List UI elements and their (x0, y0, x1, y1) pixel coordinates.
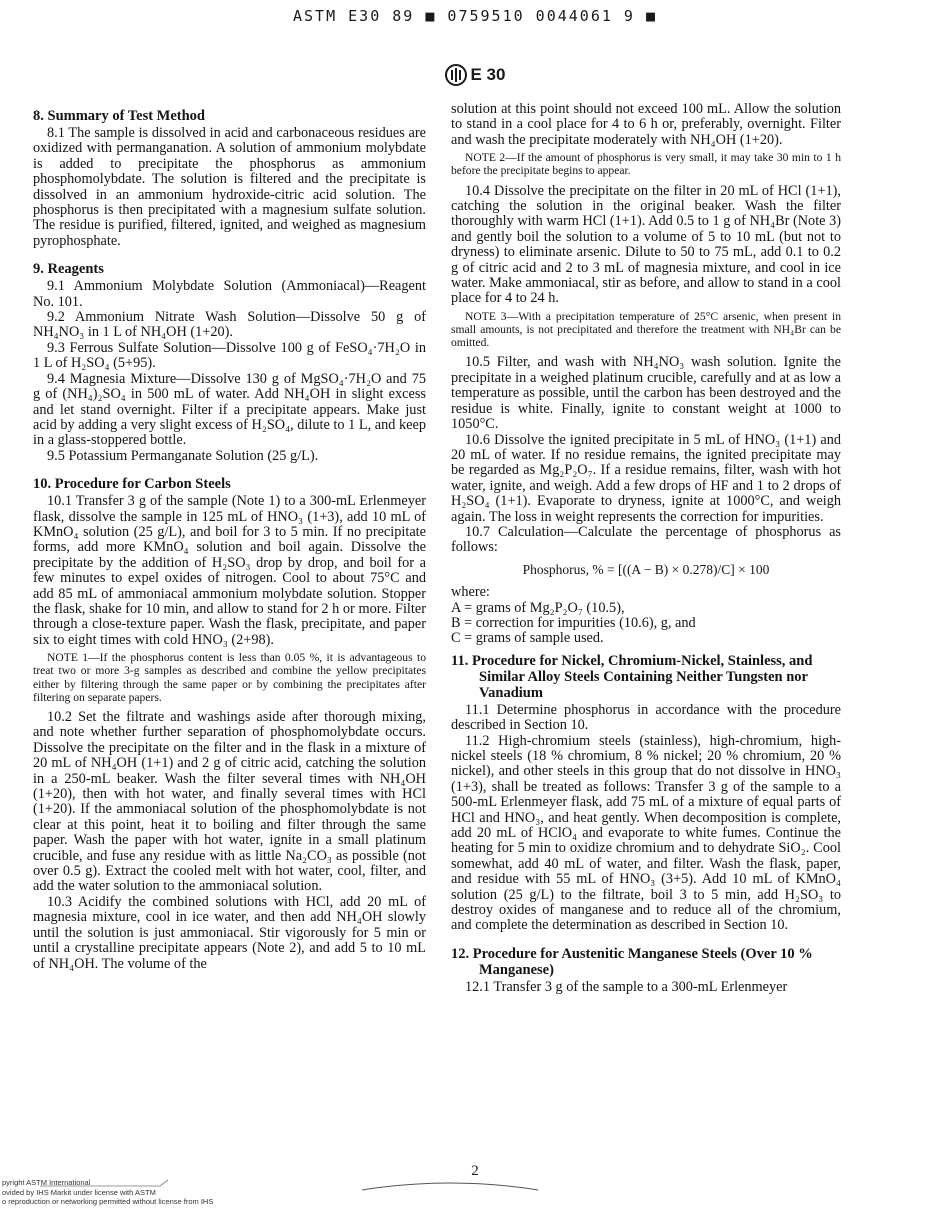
section-11-title: 11. Procedure for Nickel, Chromium-Nickel, Stainless, and Similar Alloy Steels Containing Neither Tungsten nor Vanadium (451, 652, 813, 701)
section-12-title: 12. Procedure for Austenitic Manganese Steels (Over 10 % Manganese) (451, 945, 813, 978)
paragraph-10-3: 10.3 Acidify the combined solutions with HCl, add 20 mL of magnesia mixture, cool in ice water, and then add NH₄OH slowly until the solution is just ammoniacal. Stir vigorously for 5 min or until a crystalline precipitate appears (Note 2), and add 5 to 10 mL of NH₄OH. The volume of the (33, 893, 426, 972)
document-id-header: ASTM E30 89 ■ 0759510 0044061 9 ■ (292, 7, 657, 25)
section-10-title: 10. Procedure for Carbon Steels (33, 476, 231, 493)
right-column (451, 102, 841, 995)
paragraph-8-1: 8.1 The sample is dissolved in acid and carbonaceous residues are oxidized with permanganation. A solution of ammonium molybdate is added to precipitate the phosphorus as ammonium phosphomolybdate. The solution is filtered and the precipitate is dissolved in an ammonium hydroxide-citric acid solution. The phosphorus is then precipitated with a magnesium sulfate solution. The residue is purified, filtered, ignited, and weighed as magnesium pyrophosphate. (33, 125, 426, 249)
paragraph-10-2: 10.2 Set the filtrate and washings aside after thorough mixing, and note whether further separation of phosphomolybdate occurs. Dissolve the precipitate on the filter and in the flask in a mixture of 20 mL of NH₄OH (1+1) and 2 g of citric acid, catching the solution in a 250-mL beaker. Wash the filter several times with NH₄OH (1+20), then with hot water, and finally several times with HCl (1+20). If the ammoniacal solution of the phosphomolybdate is not clear at this point, heat it to boiling and filter through the same paper. Wash the paper with hot water, ignite in a small platinum crucible, and fuse any residue with as little Na₂CO₃ as possible (not over 0.5 g). Extract the cooled melt with hot water, cool, filter, and add the water solution to the ammoniacal solution. (33, 709, 426, 895)
astm-logo-icon (445, 64, 467, 86)
footer-line-1: pyright ASTM International (2, 1178, 91, 1187)
paragraph-9-4: 9.4 Magnesia Mixture—Dissolve 130 g of MgSO₄·7H₂O and 75 g of (NH₄)₂SO₄ in 500 mL of water. Add NH₄OH in slight excess and let stand overnight. Filter if a precipitate appears. Make just acid by adding a very slight excess of H₂SO₄, dilute to 1 L, and keep in a glass-stoppered bottle. (33, 370, 426, 449)
where-label: where: (451, 584, 490, 601)
paragraph-9-5: 9.5 Potassium Permanganate Solution (25 g/L). (47, 447, 319, 464)
note-3: NOTE 3—With a precipitation temperature of 25°C arsenic, when present in small amounts, is not precipitated and therefore the treatment with NH₄Br can be omitted. (451, 309, 841, 350)
note-1: NOTE 1—If the phosphorus content is less than 0.05 %, it is advantageous to treat two or more 3-g samples as described and combine the yellow precipitates either by filtering through the same paper or by combining the precipitates after filtering on separate papers. (33, 651, 426, 704)
paragraph-10-1: 10.1 Transfer 3 g of the sample (Note 1) to a 300-mL Erlenmeyer flask, dissolve the sample in 125 mL of HNO₃ (1+3), add 10 mL of KMnO₄ solution (25 g/L), and boil for 3 to 5 min. If no precipitate forms, add more KMnO₄ solution and boil again. Dissolve the precipitate by the addition of H₂SO₃ drop by drop, and boil for a few minutes to expel oxides of nitrogen. Cool to about 75°C and add 85 mL of ammoniacal ammonium molybdate solution. Stopper the flask, shake for 10 min, and allow to stand for 2 h or more. Filter through a close-texture paper. Wash the flask, precipitate, and paper six to eight times with cold HNO₃ (2+98). (33, 493, 426, 648)
section-8-title: 8. Summary of Test Method (33, 108, 205, 124)
copyright-footer (2, 1178, 213, 1207)
paragraph-12-1: 12.1 Transfer 3 g of the sample to a 300-mL Erlenmeyer (465, 978, 788, 995)
paragraph-9-2: 9.2 Ammonium Nitrate Wash Solution—Dissolve 50 g of NH₄NO₃ in 1 L of NH₄OH (1+20). (33, 309, 426, 341)
footer-decoration-icon (360, 1180, 540, 1192)
paragraph-10-7: 10.7 Calculation—Calculate the percentage of phosphorus as follows: (451, 523, 841, 556)
footer-line-2: ovided by IHS Markit under license with ASTM (2, 1187, 156, 1197)
note-2: NOTE 2—If the amount of phosphorus is very small, it may take 30 min to 1 h before the precipitate begins to appear. (451, 151, 841, 178)
phosphorus-formula: Phosphorus, % = [((A − B) × 0.278)/C] × 100 (522, 561, 770, 577)
definition-a: A = grams of Mg₂P₂O₇ (10.5), (451, 599, 625, 616)
paragraph-10-5: 10.5 Filter, and wash with NH₄NO₃ wash solution. Ignite the precipitate in a weighed platinum crucible, carefully and at as low a temperature as possible, until the carbon has been destroyed and the residue is white. Finally, ignite to constant weight at 1000 to 1050°C. (451, 354, 841, 433)
paragraph-9-3: 9.3 Ferrous Sulfate Solution—Dissolve 100 g of FeSO₄·7H₂O in 1 L of H₂SO₄ (5+95). (33, 339, 426, 372)
paragraph-9-1: 9.1 Ammonium Molybdate Solution (Ammoniacal)—Reagent No. 101. (33, 278, 426, 310)
designation-text: E 30 (470, 65, 506, 84)
paragraph-10-6: 10.6 Dissolve the ignited precipitate in 5 mL of HNO₃ (1+1) and 20 mL of water. If no residue remains, the ignited precipitate may be regarded as Mg₂P₂O₇. If a residue remains, filter, wash with hot water, ignite, and weigh. Add a few drops of HF and 1 to 2 drops of H₂SO₄ (1+1). Evaporate to dryness, ignite at 1000°C, and weigh again. The loss in weight represents the correction for impurities. (451, 431, 841, 525)
footer-line-3: o reproduction or networking permitted without license from IHS (2, 1197, 214, 1206)
left-column (33, 102, 426, 972)
page-number: 2 (471, 1163, 479, 1179)
designation-header (0, 64, 950, 86)
paragraph-11-1: 11.1 Determine phosphorus in accordance with the procedure described in Section 10. (451, 701, 841, 734)
section-9-title: 9. Reagents (33, 261, 104, 278)
definition-c: C = grams of sample used. (451, 630, 604, 647)
definition-b: B = correction for impurities (10.6), g, and (451, 614, 696, 631)
paragraph-11-2: 11.2 High-chromium steels (stainless), high-chromium, high-nickel steels (18 % chromium, 8 % nickel; 20 % chromium, 20 % nickel), and other steels in this group that do not dissolve in HNO₃ (1+3), shall be treated as follows: Transfer 3 g of the sample to a 500-mL Erlenmeyer flask, add 75 mL of a mixture of equal parts of HCl and HNO₃, and heat gently. When decomposition is complete, add 20 mL of HClO₄ and evaporate to white fumes. Continue the heating for 5 min to oxidize chromium and to dehydrate SiO₂. Cool somewhat, add 40 mL of water, and filter. Wash the flask, paper, and residue with 55 mL of HNO₃ (3+5). Add 10 mL of KMnO₄ solution (25 g/L) to the filtrate, boil 3 to 5 min, add H₂SO₃ to destroy oxides of manganese and to reduce all of the chromium, and complete the determination as described in Section 10. (451, 732, 841, 934)
paragraph-10-3-continued: solution at this point should not exceed 100 mL. Allow the solution to stand in a cool place for 4 to 6 h or, preferably, overnight. Filter and wash the precipitate moderately with NH₄OH (1+20). (451, 101, 841, 148)
paragraph-10-4: 10.4 Dissolve the precipitate on the filter in 20 mL of HCl (1+1), catching the solution in the original beaker. Wash the filter thoroughly with warm HCl (1+1). Add 0.5 to 1 g of NH₄Br (Note 3) and gently boil the solution to a volume of 5 to 10 mL (but not to dryness) to eliminate arsenic. Dilute to 50 to 75 mL, add 0.1 to 0.2 g of citric acid and 2 to 3 mL of magnesia mixture, and cool in ice water. Make ammoniacal, stir as before, and allow to stand in a cool place for 4 to 24 h. (451, 182, 841, 307)
